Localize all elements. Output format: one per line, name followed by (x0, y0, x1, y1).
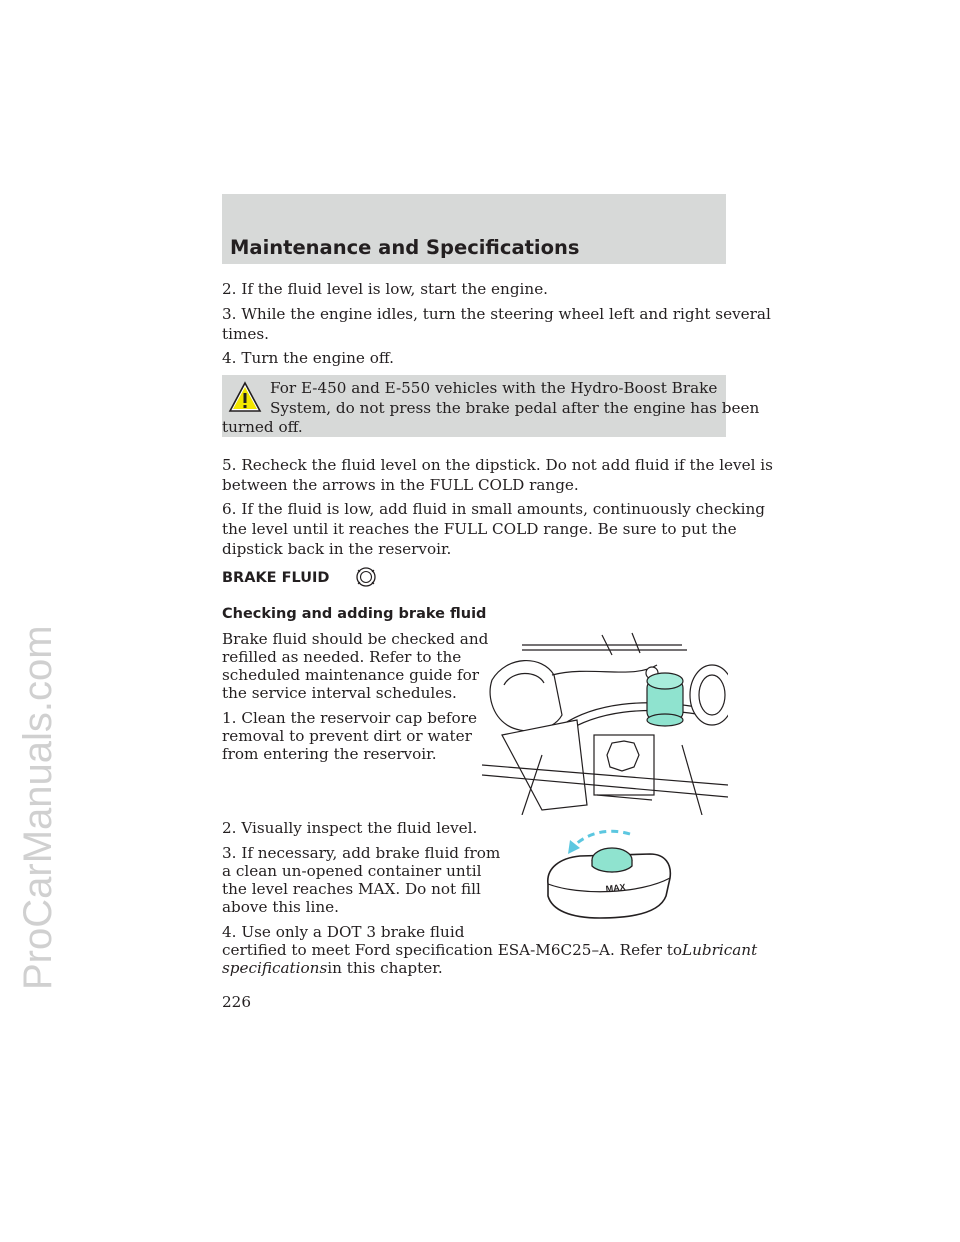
step-3-text-cont: times. (222, 325, 269, 343)
subheading: Checking and adding brake fluid (222, 606, 487, 622)
step-4-text: certified to meet Ford specification ESA-M6C25–A. Refer to (222, 941, 683, 959)
step-4-text: 4. Turn the engine off. (222, 349, 394, 367)
warning-line: turned off. (222, 418, 303, 436)
step-6-text: 6. If the fluid is low, add fluid in small amounts, continuously checking (222, 500, 766, 518)
warning-line: For E-450 and E-550 vehicles with the Hydro-Boost Brake (270, 379, 718, 397)
brake-reservoir-highlight (647, 673, 683, 726)
warning-text (222, 379, 760, 438)
step-3-line: the level reaches MAX. Do not fill (222, 880, 481, 898)
watermark-text: ProCarManuals.com (16, 625, 60, 990)
step-6-text-cont: the level until it reaches the FULL COLD range. Be sure to put the (222, 520, 737, 538)
specifications-reference: specifications (222, 959, 328, 977)
step-3-line: a clean un-opened container until (222, 862, 482, 880)
intro-line: scheduled maintenance guide for (222, 666, 480, 684)
step-1-line: from entering the reservoir. (222, 745, 437, 763)
step-2-text: 2. If the fluid level is low, start the engine. (222, 280, 549, 298)
header-band (222, 194, 726, 264)
step-4-line (222, 959, 443, 979)
step-4-tail: in this chapter. (327, 959, 443, 977)
step-1-line: removal to prevent dirt or water (222, 727, 472, 745)
intro-line: the service interval schedules. (222, 684, 457, 702)
lubricant-reference: Lubricant (682, 941, 758, 959)
warning-box (222, 375, 760, 437)
step-4-line: 4. Use only a DOT 3 brake fluid (222, 923, 465, 941)
step-6-text-cont: dipstick back in the reservoir. (222, 540, 452, 558)
page-title: Maintenance and Specifications (230, 236, 580, 259)
intro-line: Brake fluid should be checked and (222, 630, 489, 648)
step-5-text-cont: between the arrows in the FULL COLD range. (222, 476, 579, 494)
step-1-line: 1. Clean the reservoir cap before (222, 709, 477, 727)
reservoir-max-illustration (540, 826, 680, 920)
intro-line: refilled as needed. Refer to the (222, 648, 462, 666)
engine-bay-illustration (482, 625, 728, 815)
step-3-text: 3. While the engine idles, turn the steering wheel left and right several (222, 305, 771, 323)
step-3-line: above this line. (222, 898, 339, 916)
step-3-line: 3. If necessary, add brake fluid from (222, 844, 501, 862)
step-5-text: 5. Recheck the fluid level on the dipstick. Do not add fluid if the level is (222, 456, 773, 474)
watermark (5, 300, 61, 1000)
brake-fluid-icon (355, 566, 377, 588)
step-4-line (222, 941, 757, 961)
page-number: 226 (222, 993, 251, 1011)
section-heading: BRAKE FLUID (222, 570, 330, 586)
warning-line: System, do not press the brake pedal after the engine has been (270, 398, 760, 417)
max-label: MAX (605, 881, 627, 894)
step-2-inspect: 2. Visually inspect the fluid level. (222, 819, 478, 837)
